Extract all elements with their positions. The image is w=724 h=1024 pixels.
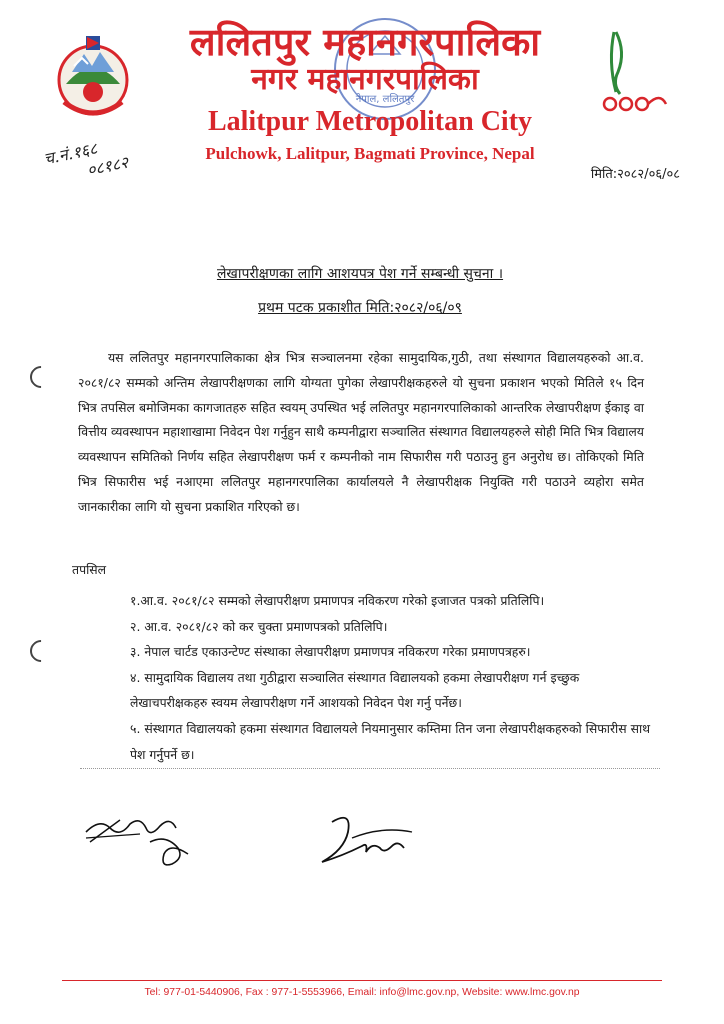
lmc-logo-icon <box>594 22 670 114</box>
notice-body: यस ललितपुर महानगरपालिकाका क्षेत्र भित्र सञ्चालनमा रहेका सामुदायिक,गुठी, तथा संस्थागत विद्यालयहरुको आ.व. २०८१/८२ सम्मको अन्तिम लेखापरीक्षणका लागि योग्यता पुगेका लेखापरीक्षकहरुले यो सुचना प्रकाशन भएको मितिले १५ दिन भित्र तपसिल बमोजिमका कागजातहरु सहित स्वयम् उपस्थित भई ललितपुर महानगरपालिकाको आन्तरिक लेखापरीक्षण ईकाइ वा वित्तीय व्यवस्थापन महाशाखामा निवेदन पेश गर्नुहुन साथै कम्पनीद्वारा सञ्चालित संस्थागत विद्यालयहरुले सोही मिति भित्र विद्यालय व्यवस्थापन समितिको निर्णय सहित लेखापरीक्षण फर्म र कम्पनीको नाम सिफारीस गरी पठाउनु हुन अनुरोध छ। तोकिएको मिति भित्र सिफारीस भई नआएमा ललितपुर महानगरपालिका कार्यालयले नै लेखापरीक्षक नियुक्ति गरी पठाउने व्यहोरा समेत जानकारीका लागि यो सुचना प्रकाशित गरिएको छ। <box>78 350 644 514</box>
annex-list <box>130 588 660 767</box>
letter-date: मिति:२०८२/०६/०८ <box>590 167 680 182</box>
notice-title: लेखापरीक्षणका लागि आशयपत्र पेश गर्ने सम्बन्धी सुचना । <box>216 266 504 282</box>
footer-divider <box>62 980 662 981</box>
office-subtitle-nepali: नगर महानगरपालिका <box>251 62 479 97</box>
cut-off-text-line <box>80 768 660 775</box>
footer-contact: Tel: 977-01-5440906, Fax : 977-1-5553966, Email: info@lmc.gov.np, Website: www.lmc.gov.np <box>144 987 580 998</box>
office-address: Pulchowk, Lalitpur, Bagmati Province, Nepal <box>205 144 535 163</box>
nepal-emblem-icon <box>52 32 134 122</box>
annex-item: २. आ.व. २०८१/८२ को कर चुक्ता प्रमाणपत्रको प्रतिलिपि। <box>130 618 388 634</box>
signature-right <box>312 806 422 876</box>
office-name-english: Lalitpur Metropolitan City <box>207 106 533 137</box>
published-date: प्रथम पटक प्रकाशीत मिति:२०८२/०६/०९ <box>258 300 462 316</box>
punch-hole-mark <box>25 635 56 666</box>
annex-item: ३. नेपाल चार्टड एकाउन्टेण्ट संस्थाका लेखापरीक्षण प्रमाणपत्र नविकरण गरेका प्रमाणपत्रहरु। <box>130 644 531 660</box>
office-name-nepali: ललितपुर महानगरपालिका <box>189 19 541 64</box>
annex-label: तपसिल <box>72 562 107 577</box>
handwritten-ref-line-1: च.नं.१६८ <box>42 138 99 169</box>
handwritten-reference <box>42 117 207 189</box>
annex-item: ४. सामुदायिक विद्यालय तथा गुठीद्वारा सञ्चालित संस्थागत विद्यालयको हकमा लेखापरीक्षण गर्न इच्छुक लेखाचपरीक्षकहरु स्वयम लेखापरीक्षण गर्ने आशयको निवेदन पेश गर्नु पर्नेछ। <box>130 669 580 711</box>
annex-item: १.आ.व. २०८१/८२ सम्मको लेखापरीक्षण प्रमाणपत्र नविकरण गरेको इजाजत पत्रको प्रतिलिपि। <box>130 593 545 608</box>
seal-text: नेपाल, ललितपुर <box>355 94 415 105</box>
signature-left <box>80 798 210 878</box>
annex-item: ५. संस्थागत विद्यालयको हकमा संस्थागत विद्यालयले नियमानुसार कम्तिमा तिन जना लेखापरीक्षकहरुको सिफारीस साथ पेश गर्नुपर्ने छ। <box>130 720 651 762</box>
punch-hole-mark <box>25 361 56 392</box>
handwritten-ref-line-2: ०८१८२ <box>85 152 130 180</box>
